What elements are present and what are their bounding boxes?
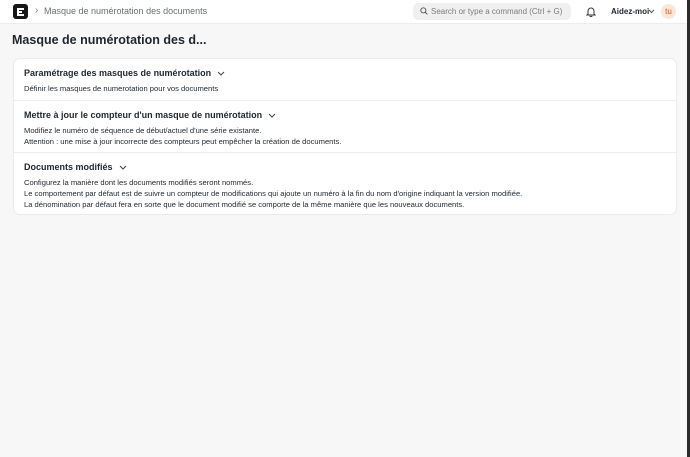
description-line: Le comportement par défaut est de suivre un compteur de modifications qui ajoute un numéro à la fin du nom d'origine indiquant la version modifiée. [24,189,523,198]
user-avatar[interactable]: tu [661,4,676,19]
description-line: Attention : une mise à jour incorrecte des compteurs peut empêcher la création de documents. [24,137,342,146]
section-toggle-update-counter[interactable] [24,109,276,121]
description-line: Configurez la manière dont les documents modifiés seront nommés. [24,178,254,187]
description-line: Modifiez le numéro de séquence de début/actuel d'une série existante. [24,126,262,135]
bell-icon[interactable] [586,6,596,17]
chevron-down-icon[interactable] [648,9,655,14]
breadcrumb-separator-icon: › [35,5,39,16]
description-line: Définir les masques de numerotation pour vos documents [24,84,219,93]
help-menu-button[interactable]: Aidez-moi [611,7,650,16]
section-title: Paramétrage des masques de numérotation [24,68,212,78]
section-naming-series [14,59,676,100]
section-description [24,83,218,94]
navbar [0,0,690,24]
search-icon [420,7,428,15]
settings-card [13,58,677,215]
description-line: La dénomination par défaut fera en sorte que le document modifié se comporte de la même manière que les nouveaux documents. [24,200,465,209]
section-toggle-amended-documents[interactable] [24,161,127,173]
chevron-down-icon[interactable] [268,113,276,118]
chevron-down-icon[interactable] [119,165,127,170]
section-description [24,177,522,210]
section-title: Documents modifiés [24,162,113,172]
section-toggle-naming-series[interactable] [24,67,225,79]
breadcrumb-link[interactable]: Masque de numérotation des documents [44,6,208,16]
search-bar[interactable] [413,3,571,20]
page-title: Masque de numérotation des d... [12,33,207,47]
section-amended-documents [14,152,676,215]
section-description [24,125,341,147]
section-title: Mettre à jour le compteur d'un masque de numérotation [24,110,263,120]
section-update-counter [14,100,676,152]
app-logo-icon[interactable] [13,4,28,19]
chevron-down-icon[interactable] [217,71,225,76]
search-input[interactable] [431,5,567,18]
